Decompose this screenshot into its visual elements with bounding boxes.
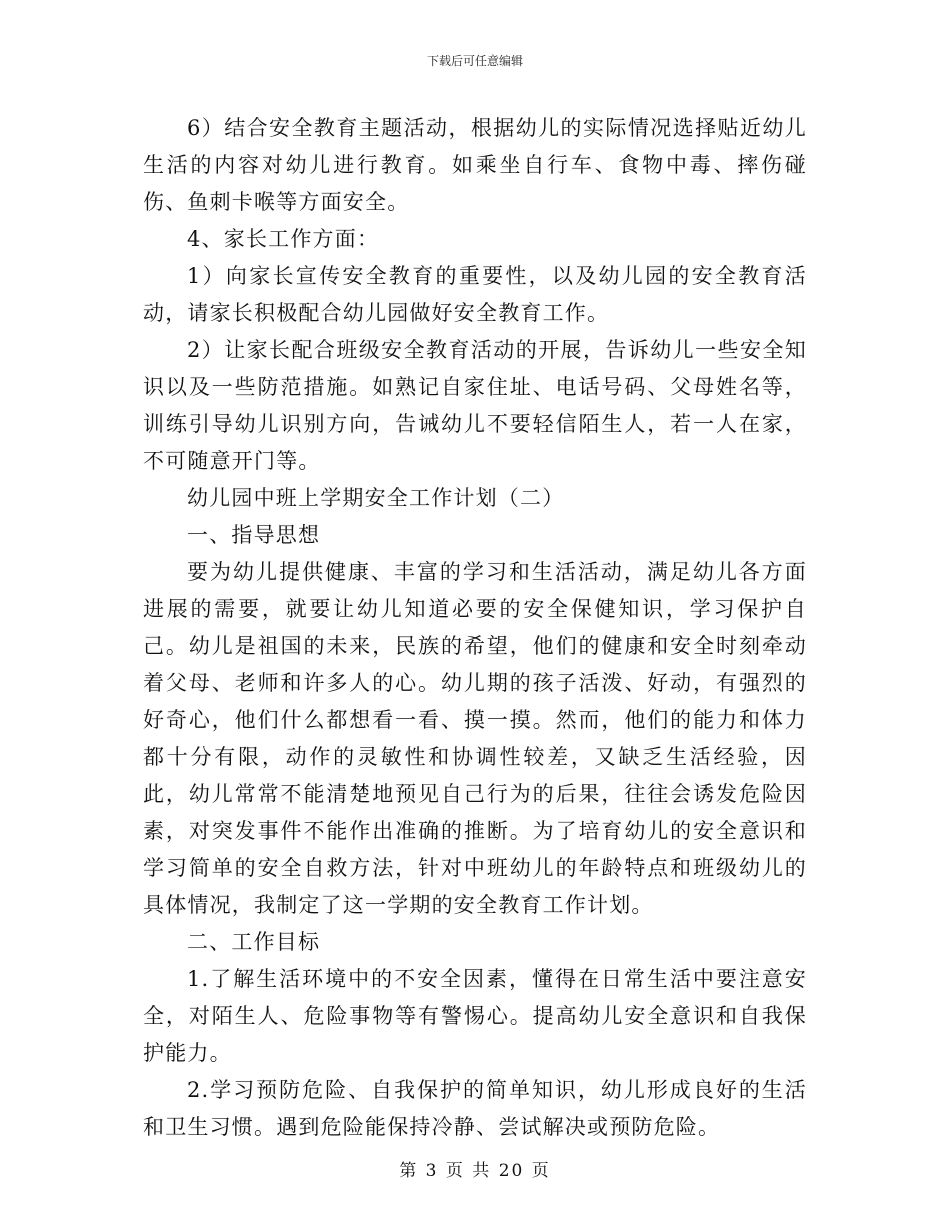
page-footer: 第 3 页 共 20 页 xyxy=(399,1161,551,1181)
paragraph-4: 2）让家长配合班级安全教育活动的开展，告诉幼儿一些安全知识以及一些防范措施。如熟记自家住址、电话号码、父母姓名等，训练引导幼儿识别方向，告诫幼儿不要轻信陌生人，若一人在家，不可随意开门等。 xyxy=(143,338,807,473)
page-header: 下载后可任意编辑 xyxy=(426,54,523,68)
paragraph-goal-2: 2.学习预防危险、自我保护的简单知识，幼儿形成良好的生活和卫生习惯。遇到危险能保持冷静、尝试解决或预防危险。 xyxy=(143,1078,807,1139)
paragraph-guiding-idea: 要为幼儿提供健康、丰富的学习和生活活动，满足幼儿各方面进展的需要，就要让幼儿知道必要的安全保健知识，学习保护自己。幼儿是祖国的未来，民族的希望，他们的健康和安全时刻牵动着父母、老师和许多人的心。幼儿期的孩子活泼、好动，有强烈的好奇心，他们什么都想看一看、摸一摸。然而，他们的能力和体力都十分有限，动作的灵敏性和协调性较差，又缺乏生活经验，因此，幼儿常常不能清楚地预见自己行为的后果，往往会诱发危险因素，对突发事件不能作出准确的推断。为了培育幼儿的安全意识和学习简单的安全自救方法，针对中班幼儿的年龄特点和班级幼儿的具体情况，我制定了这一学期的安全教育工作计划。 xyxy=(143,560,807,917)
heading-guiding-idea: 一、指导思想 xyxy=(187,523,321,547)
paragraph-goal-1: 1.了解生活环境中的不安全因素，懂得在日常生活中要注意安全，对陌生人、危险事物等有警惕心。提高幼儿安全意识和自我保护能力。 xyxy=(143,967,807,1065)
heading-work-goals: 二、工作目标 xyxy=(187,930,321,954)
paragraph-3: 1）向家长宣传安全教育的重要性，以及幼儿园的安全教育活动，请家长积极配合幼儿园做好安全教育工作。 xyxy=(143,264,807,325)
paragraph-2: 4、家长工作方面： xyxy=(187,227,380,251)
document-body xyxy=(143,110,807,1146)
paragraph-1: 6）结合安全教育主题活动，根据幼儿的实际情况选择贴近幼儿生活的内容对幼儿进行教育。如乘坐自行车、食物中毒、摔伤碰伤、鱼刺卡喉等方面安全。 xyxy=(143,116,807,214)
section-title: 幼儿园中班上学期安全工作计划（二） xyxy=(187,486,565,510)
